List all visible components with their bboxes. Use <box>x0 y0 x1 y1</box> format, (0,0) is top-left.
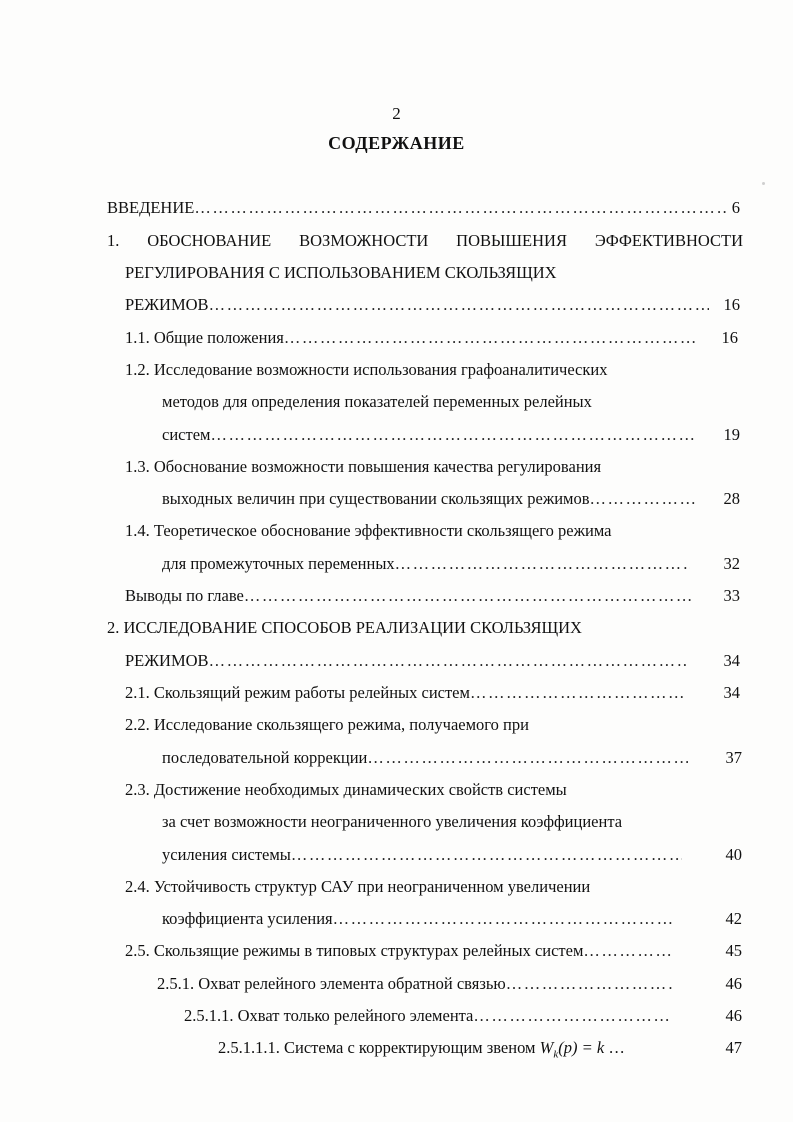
toc-entry-conclusions[interactable] <box>125 586 691 606</box>
toc-page-number: 46 <box>725 974 742 993</box>
toc-entry-2-2-line-1[interactable]: 2.2. Исследование скользящего режима, получаемого при <box>125 715 529 734</box>
toc-entry-1-1[interactable] <box>125 328 697 348</box>
toc-leader-dots <box>590 489 698 509</box>
toc-leader-dots <box>209 651 689 671</box>
toc-entry-1-3-line-1[interactable]: 1.3. Обоснование возможности повышения качества регулирования <box>125 457 602 476</box>
toc-entry-2-1[interactable] <box>125 683 687 703</box>
toc-entry-introduction[interactable] <box>107 198 729 218</box>
toc-entry-2-4-line-2[interactable] <box>162 909 674 929</box>
toc-entry-1-2-line-3[interactable] <box>162 425 696 445</box>
toc-entry-1-2-line-2[interactable]: методов для определения показателей переменных релейных <box>162 392 592 411</box>
toc-entry-1-4-line-1[interactable]: 1.4. Теоретическое обоснование эффективности скользящего режима <box>125 521 612 540</box>
toc-entry-text: выходных величин при существовании скользящих режимов <box>162 489 590 508</box>
formula-symbol: W <box>539 1038 554 1057</box>
toc-page-number: 34 <box>723 651 740 670</box>
toc-entry-2-2-line-2[interactable] <box>162 748 688 768</box>
toc-entry-2-4-line-1[interactable]: 2.4. Устойчивость структур САУ при неограниченном увеличении <box>125 877 591 896</box>
toc-entry-text: 1.1. Общие положения <box>125 328 284 347</box>
toc-page-number: 42 <box>725 909 742 928</box>
toc-entry-text: 2.5. Скользящие режимы в типовых структурах релейных систем <box>125 941 584 960</box>
toc-entry-2-3-line-3[interactable] <box>162 845 682 865</box>
transfer-function-formula <box>539 1038 605 1061</box>
toc-entry-text: ВВЕДЕНИЕ <box>107 198 195 217</box>
toc-entry-1-4-line-2[interactable] <box>162 554 690 574</box>
toc-leader-dots <box>367 748 688 768</box>
toc-leader-dots <box>284 328 697 348</box>
toc-leader-dots <box>209 295 709 315</box>
toc-leader-dots <box>244 586 691 606</box>
page-number: 2 <box>392 104 401 123</box>
toc-page-number: 28 <box>723 489 740 508</box>
toc-page-number: 47 <box>725 1038 742 1057</box>
toc-leader-dots <box>506 974 673 994</box>
toc-entry-text: 2.5.1. Охват релейного элемента обратной связью <box>157 974 506 993</box>
toc-entry-text: последовательной коррекции <box>162 748 368 767</box>
toc-entry-1-3-line-2[interactable] <box>162 489 698 509</box>
toc-page-number: 46 <box>725 1006 742 1025</box>
scan-speck <box>762 182 765 185</box>
toc-leader-dots <box>333 909 674 929</box>
toc-entry-2-5-1[interactable] <box>157 974 673 994</box>
toc-entry-2-3-line-1[interactable]: 2.3. Достижение необходимых динамических свойств системы <box>125 780 567 799</box>
toc-entry-2-5-1-1-1[interactable] <box>218 1038 625 1061</box>
toc-page-number: 34 <box>723 683 740 702</box>
toc-entry-text: 2.5.1.1. Охват только релейного элемента <box>184 1006 474 1025</box>
toc-leader-dots <box>210 425 696 445</box>
toc-entry-text: систем <box>162 425 211 444</box>
toc-page-number: 32 <box>723 554 740 573</box>
toc-entry-text: РЕЖИМОВ <box>125 651 209 670</box>
toc-page-number: 19 <box>723 425 740 444</box>
toc-entry-1-2-line-1[interactable]: 1.2. Исследование возможности использования графоаналитических <box>125 360 608 379</box>
toc-entry-2-5[interactable] <box>125 941 673 961</box>
formula-rest: (p) = k <box>558 1038 605 1057</box>
toc-page-number: 16 <box>723 295 740 314</box>
toc-chapter-2-line-2[interactable] <box>125 651 689 671</box>
toc-entry-text: усиления системы <box>162 845 291 864</box>
toc-chapter-2-line-1[interactable]: 2. ИССЛЕДОВАНИЕ СПОСОБОВ РЕАЛИЗАЦИИ СКОЛЬЗЯЩИХ <box>107 618 582 637</box>
toc-leader-dots <box>473 1006 672 1026</box>
toc-page-number: 45 <box>725 941 742 960</box>
toc-leader-dots <box>395 554 690 574</box>
toc-entry-text: Выводы по главе <box>125 586 244 605</box>
toc-page-number: 40 <box>725 845 742 864</box>
page-title: СОДЕРЖАНИЕ <box>328 133 465 153</box>
toc-entry-text: РЕЖИМОВ <box>125 295 209 314</box>
toc-entry-text: коэффициента усиления <box>162 909 333 928</box>
toc-page-number: 16 <box>721 328 738 347</box>
toc-page-number: 33 <box>723 586 740 605</box>
toc-chapter-1-line-1[interactable]: 1. ОБОСНОВАНИЕ ВОЗМОЖНОСТИ ПОВЫШЕНИЯ ЭФФЕКТИВНОСТИ <box>107 231 743 250</box>
toc-leader-dots <box>470 683 687 703</box>
toc-entry-text: 2.1. Скользящий режим работы релейных систем <box>125 683 470 702</box>
toc-page-number: 37 <box>725 748 742 767</box>
toc-page-number: 6 <box>731 198 740 217</box>
toc-leader-dots <box>583 941 673 961</box>
toc-entry-text: для промежуточных переменных <box>162 554 395 573</box>
formula-subscript: k <box>553 1048 559 1061</box>
toc-entry-text: 2.5.1.1.1. Система с корректирующим звеном <box>218 1038 536 1057</box>
toc-leader-dots <box>194 198 729 218</box>
toc-entry-2-5-1-1[interactable] <box>184 1006 672 1026</box>
toc-chapter-1-line-2[interactable]: РЕГУЛИРОВАНИЯ С ИСПОЛЬЗОВАНИЕМ СКОЛЬЗЯЩИХ <box>125 263 557 282</box>
toc-chapter-1-line-3[interactable] <box>125 295 709 315</box>
formula-ellipsis: … <box>604 1038 625 1057</box>
toc-entry-2-3-line-2[interactable]: за счет возможности неограниченного увеличения коэффициента <box>162 812 623 831</box>
toc-leader-dots <box>291 845 682 865</box>
